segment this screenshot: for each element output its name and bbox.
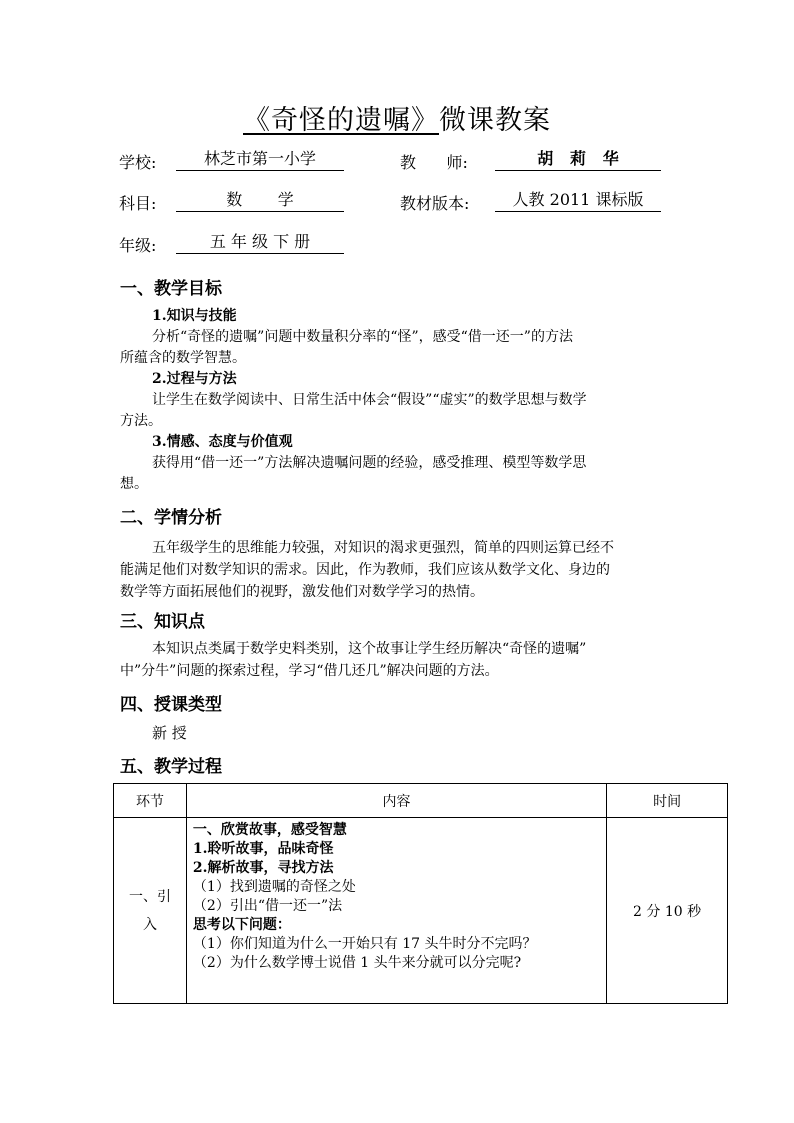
grade-label: 年级: bbox=[119, 236, 157, 255]
process-table bbox=[113, 783, 728, 1004]
goal-text-line: 所蕴含的数学智慧。 bbox=[120, 350, 246, 366]
edition-label: 教材版本: bbox=[400, 194, 470, 213]
content-line: （2）为什么数学博士说借 1 头牛来分就可以分完呢? bbox=[192, 955, 522, 971]
learner-text-line: 五年级学生的思维能力较强，对知识的渴求更强烈，简单的四则运算已经不 bbox=[152, 540, 614, 556]
content-cell bbox=[186, 818, 606, 1004]
knowledge-text-line: 本知识点类属于数学史料类别，这个故事让学生经历解决“奇怪的遗嘱” bbox=[152, 641, 587, 657]
content-line: 1.聆听故事，品味奇怪 bbox=[192, 841, 334, 857]
header-time: 时间 bbox=[607, 784, 728, 818]
section-heading-knowledge: 三、知识点 bbox=[120, 612, 205, 632]
stage-text: 入 bbox=[142, 916, 157, 933]
content-line: 2.解析故事，寻找方法 bbox=[192, 860, 334, 876]
content-line: （1）你们知道为什么一开始只有 17 头牛时分不完吗？ bbox=[192, 936, 537, 952]
learner-text-line: 数学等方面拓展他们的视野，激发他们对数学学习的热情。 bbox=[120, 584, 484, 600]
teacher-label: 教 师: bbox=[400, 153, 468, 172]
school-value: 林芝市第一小学 bbox=[176, 148, 344, 171]
header-content: 内容 bbox=[186, 784, 606, 818]
learner-text-line: 能满足他们对数学知识的需求。因此，作为教师，我们应该从数学文化、身边的 bbox=[120, 562, 610, 578]
content-line: 一、欣赏故事，感受智慧 bbox=[192, 822, 347, 838]
stage-text: 一、引 bbox=[128, 888, 171, 905]
goal-text-line: 获得用“借一还一”方法解决遗嘱问题的经验，感受推理、模型等数学思 bbox=[152, 455, 587, 471]
goal-sub-process: 2.过程与方法 bbox=[152, 371, 237, 387]
page-title bbox=[0, 98, 794, 137]
teacher-value: 胡 莉 华 bbox=[495, 148, 661, 171]
school-label: 学校: bbox=[119, 153, 157, 172]
section-heading-process: 五、教学过程 bbox=[120, 757, 222, 777]
subject-value: 数 学 bbox=[176, 189, 344, 212]
section-heading-learners: 二、学情分析 bbox=[120, 508, 222, 528]
table-row bbox=[114, 818, 728, 1004]
goal-text-line: 方法。 bbox=[120, 413, 162, 429]
table-header-row bbox=[114, 784, 728, 818]
content-line: （1）找到遗嘱的奇怪之处 bbox=[192, 879, 356, 895]
subject-label: 科目: bbox=[119, 194, 157, 213]
goal-text-line: 让学生在数学阅读中、日常生活中体会“假设”“虚实”的数学思想与数学 bbox=[152, 392, 587, 408]
lesson-type-value: 新 授 bbox=[152, 724, 187, 742]
edition-value: 人教 2011 课标版 bbox=[495, 189, 661, 212]
content-line: （2）引出“借一还一”法 bbox=[192, 898, 343, 914]
goal-text-line: 分析“奇怪的遗嘱”问题中数量积分率的“怪”，感受“借一还一”的方法 bbox=[152, 329, 573, 345]
goal-text-line: 想。 bbox=[120, 476, 148, 492]
title-book-name: 《奇怪的遗嘱》 bbox=[243, 105, 439, 136]
knowledge-text-line: 中”分牛”问题的探索过程，学习“借几还几”解决问题的方法。 bbox=[120, 663, 499, 679]
section-heading-type: 四、授课类型 bbox=[120, 695, 222, 715]
title-rest: 微课教案 bbox=[439, 105, 551, 136]
stage-cell bbox=[114, 818, 187, 1004]
content-line: 思考以下问题： bbox=[192, 917, 291, 933]
time-cell: 2 分 10 秒 bbox=[607, 818, 728, 1004]
goal-sub-attitude: 3.情感、态度与价值观 bbox=[152, 434, 293, 450]
goal-sub-knowledge: 1.知识与技能 bbox=[152, 308, 237, 324]
grade-value: 五 年 级 下 册 bbox=[176, 231, 344, 254]
section-heading-goals: 一、教学目标 bbox=[120, 279, 222, 299]
header-stage: 环节 bbox=[114, 784, 187, 818]
